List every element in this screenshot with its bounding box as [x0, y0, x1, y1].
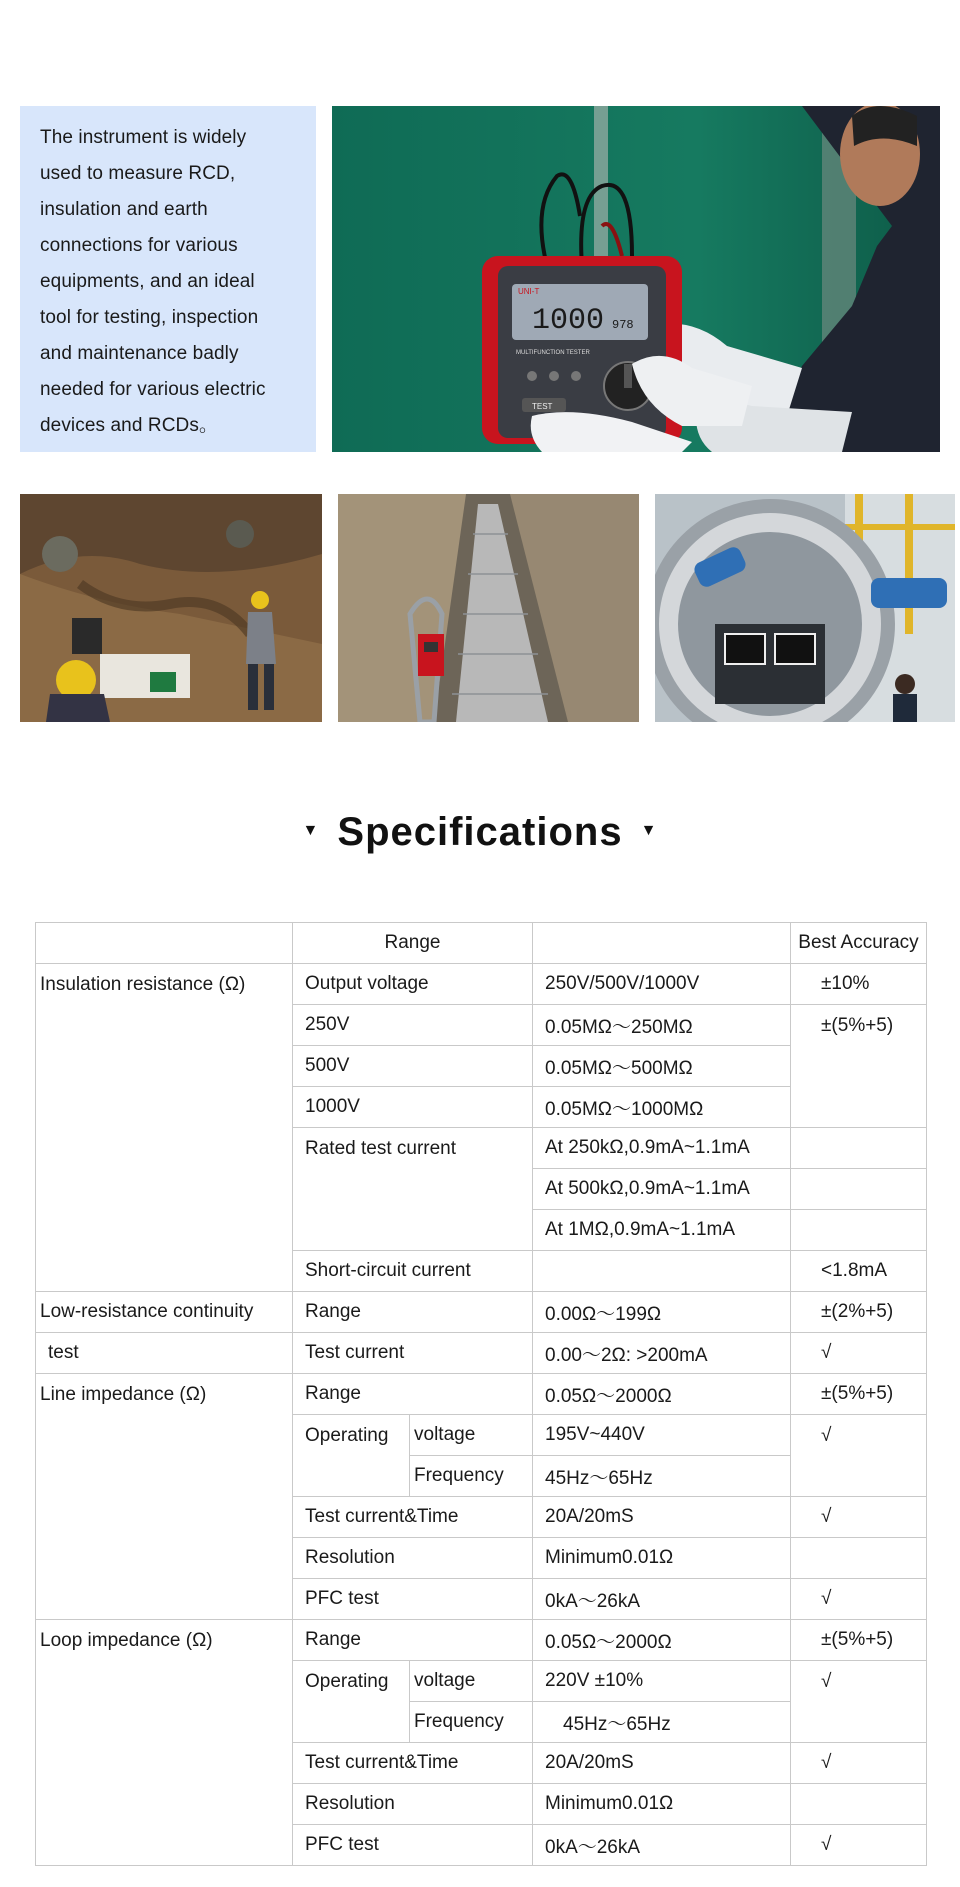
- table-cell: Rated test current: [293, 1128, 533, 1251]
- loop-impedance-label: Loop impedance (Ω): [36, 1620, 293, 1866]
- table-cell: Resolution: [293, 1784, 533, 1825]
- table-cell: At 1MΩ,0.9mA~1.1mA: [533, 1210, 791, 1251]
- table-cell: [791, 1784, 927, 1825]
- table-cell: √: [791, 1497, 927, 1538]
- table-cell: √: [791, 1579, 927, 1620]
- table-cell: √: [791, 1333, 927, 1374]
- table-cell: Range: [293, 1620, 533, 1661]
- table-cell: Test current&Time: [293, 1743, 533, 1784]
- table-cell: Frequency: [410, 1456, 533, 1497]
- table-cell: Test current: [293, 1333, 533, 1374]
- table-row: [36, 1620, 927, 1661]
- table-cell: Minimum0.01Ω: [533, 1538, 791, 1579]
- table-cell: [791, 1210, 927, 1251]
- table-cell: 195V~440V: [533, 1415, 791, 1456]
- table-cell: At 250kΩ,0.9mA~1.1mA: [533, 1128, 791, 1169]
- table-cell: 0.05MΩ～250MΩ: [533, 1005, 791, 1046]
- specifications-title-text: Specifications: [337, 810, 623, 854]
- table-cell: ±(5%+5): [791, 1374, 927, 1415]
- table-cell: 0kA～26kA: [533, 1825, 791, 1866]
- triangle-down-icon: ▼: [302, 822, 320, 840]
- table-cell: 1000V: [293, 1087, 533, 1128]
- table-cell: [791, 1169, 927, 1210]
- industrial-facility-photo: [655, 494, 955, 722]
- table-cell: ±(2%+5): [791, 1292, 927, 1333]
- table-cell: 250V/500V/1000V: [533, 964, 791, 1005]
- specifications-table: [35, 922, 927, 1866]
- table-cell: Resolution: [293, 1538, 533, 1579]
- table-cell: 0.05MΩ～500MΩ: [533, 1046, 791, 1087]
- table-row: [36, 1333, 927, 1374]
- table-cell: ±10%: [791, 964, 927, 1005]
- table-cell: 0.05Ω～2000Ω: [533, 1620, 791, 1661]
- table-header-accuracy: Best Accuracy: [791, 923, 927, 964]
- device-test-button: TEST: [532, 402, 553, 411]
- table-cell: 45Hz～65Hz: [533, 1702, 791, 1743]
- table-cell: 20A/20mS: [533, 1497, 791, 1538]
- table-cell: 45Hz～65Hz: [533, 1456, 791, 1497]
- table-cell: 250V: [293, 1005, 533, 1046]
- device-reading: 1000: [532, 304, 605, 338]
- specifications-heading: [0, 810, 960, 855]
- table-cell: √: [791, 1825, 927, 1866]
- device-model-label: MULTIFUNCTION TESTER: [516, 350, 590, 356]
- table-row: [36, 964, 927, 1005]
- continuity-label-2: test: [36, 1333, 293, 1374]
- triangle-down-icon: ▼: [640, 822, 658, 840]
- table-row: [36, 923, 927, 964]
- table-cell: Operating: [293, 1415, 410, 1497]
- table-cell: [533, 923, 791, 964]
- line-impedance-label: Line impedance (Ω): [36, 1374, 293, 1620]
- insulation-label: Insulation resistance (Ω): [36, 964, 293, 1292]
- table-cell: voltage: [410, 1415, 533, 1456]
- table-cell: 0.05MΩ～1000MΩ: [533, 1087, 791, 1128]
- table-cell: √: [791, 1661, 927, 1743]
- table-cell: Minimum0.01Ω: [533, 1784, 791, 1825]
- device-sub-reading: 978: [612, 318, 634, 332]
- table-cell: Test current&Time: [293, 1497, 533, 1538]
- grounding-trench-photo: [338, 494, 639, 722]
- table-cell: Output voltage: [293, 964, 533, 1005]
- table-cell: [533, 1251, 791, 1292]
- table-cell: 0kA～26kA: [533, 1579, 791, 1620]
- table-cell: [791, 1128, 927, 1169]
- table-cell: 0.05Ω～2000Ω: [533, 1374, 791, 1415]
- table-cell: [791, 1538, 927, 1579]
- table-cell: PFC test: [293, 1579, 533, 1620]
- table-cell: Short-circuit current: [293, 1251, 533, 1292]
- table-cell: √: [791, 1415, 927, 1497]
- table-cell: ±(5%+5): [791, 1005, 927, 1128]
- table-cell: 220V ±10%: [533, 1661, 791, 1702]
- tester-in-hand-photo: [332, 106, 940, 452]
- table-cell: <1.8mA: [791, 1251, 927, 1292]
- table-cell: Range: [293, 1374, 533, 1415]
- table-cell: At 500kΩ,0.9mA~1.1mA: [533, 1169, 791, 1210]
- table-cell: Range: [293, 1292, 533, 1333]
- table-row: [36, 1292, 927, 1333]
- device-brand: UNI-T: [518, 287, 540, 296]
- table-cell: 0.00～2Ω: >200mA: [533, 1333, 791, 1374]
- table-cell: Operating: [293, 1661, 410, 1743]
- excavation-site-photo: [20, 494, 322, 722]
- continuity-label: Low-resistance continuity: [36, 1292, 293, 1333]
- table-cell: [36, 923, 293, 964]
- table-cell: voltage: [410, 1661, 533, 1702]
- table-cell: Frequency: [410, 1702, 533, 1743]
- table-cell: PFC test: [293, 1825, 533, 1866]
- table-cell: √: [791, 1743, 927, 1784]
- table-cell: 0.00Ω～199Ω: [533, 1292, 791, 1333]
- intro-text-panel: The instrument is widely used to measure RCD, insulation and earth connections for various equipments, and an ideal tool for testing, inspection and maintenance badly needed for various electric devices and RCDs。: [20, 106, 316, 452]
- table-cell: 20A/20mS: [533, 1743, 791, 1784]
- table-row: [36, 1374, 927, 1415]
- table-cell: ±(5%+5): [791, 1620, 927, 1661]
- table-cell: 500V: [293, 1046, 533, 1087]
- table-header-range: Range: [293, 923, 533, 964]
